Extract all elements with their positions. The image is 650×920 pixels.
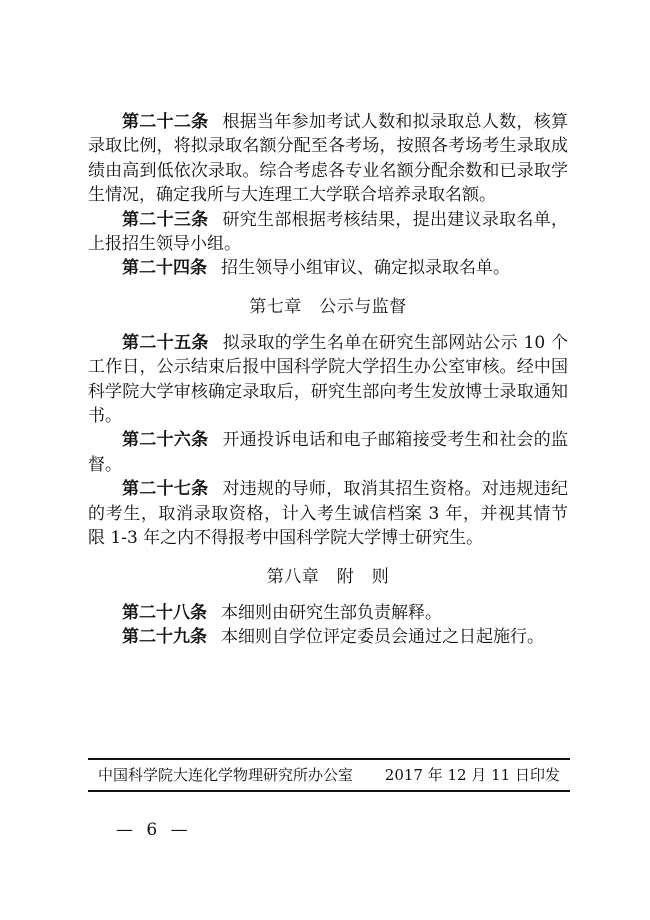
article-22: 第二十二条 根据当年参加考试人数和拟录取总人数，核算录取比例，将拟录取名额分配至各考场，按照各考场考生录取成绩由高到低依次录取。综合考虑各专业名额分配余数和已录取学生情况，确定我所与大连理工大学联合培养录取名额。 [88, 112, 569, 206]
chapter-8-heading: 第八章 附 则 [266, 566, 390, 587]
article-25: 第二十五条 拟录取的学生名单在研究生部网站公示 10 个工作日，公示结束后报中国科学院大学招生办公室审核。经中国科学院大学审核确定录取后，研究生部向考生发放博士录取通知书。 [88, 332, 568, 427]
article-23: 第二十三条 研究生部根据考核结果，提出建议录取名单，上报招生领导小组。 [88, 209, 569, 255]
article-24: 第二十四条 招生领导小组审议、确定拟录取名单。 [122, 258, 510, 279]
footer-imprint [88, 764, 570, 786]
footer-office: 中国科学院大连化学物理研究所办公室 [98, 766, 354, 784]
article-26: 第二十六条 开通投诉电话和电子邮箱接受考生和社会的监督。 [88, 430, 569, 475]
footer-top-rule [88, 758, 570, 760]
footer-bottom-rule [88, 790, 570, 792]
article-29: 第二十九条 本细则自学位评定委员会通过之日起施行。 [122, 626, 544, 647]
footer-date: 2017 年 12 月 11 日印发 [384, 766, 560, 784]
article-28: 第二十八条 本细则由研究生部负责解释。 [122, 602, 442, 623]
page-number: — 6 — [116, 820, 192, 840]
document-body [88, 110, 568, 649]
chapter-7-heading: 第七章 公示与监督 [249, 296, 407, 317]
article-27: 第二十七条 对违规的导师，取消其招生资格。对违规违纪的考生，取消录取资格，计入考生诚信档案 3 年，并视其情节限 1-3 年之内不得报考中国科学院大学博士研究生。 [88, 479, 569, 549]
